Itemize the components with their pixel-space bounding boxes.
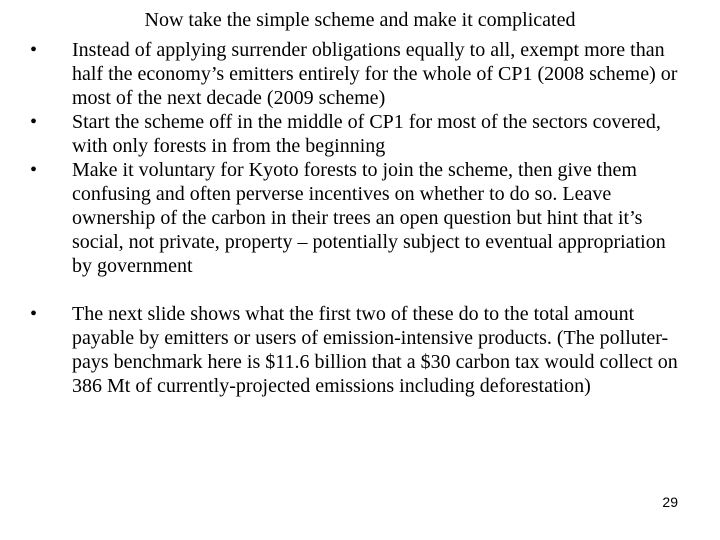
bullet-text: Instead of applying surrender obligations equally to all, exempt more than half the economy’s emitters entirely for the whole of CP1 (2008 scheme) or most of the next decade (2009 scheme) bbox=[72, 39, 678, 109]
bullet-text: Make it voluntary for Kyoto forests to join the scheme, then give them confusing and often perverse incentives on whether to do so. Leave ownership of the carbon in their trees an open question but hint that it’s social, not private, property – potentially subject to eventual appropriation by government bbox=[72, 159, 666, 277]
bullet-item bbox=[30, 302, 690, 398]
bullet-marker: • bbox=[30, 159, 38, 181]
bullet-marker: • bbox=[30, 303, 38, 325]
bullet-item bbox=[30, 38, 690, 110]
bullet-item bbox=[30, 110, 690, 158]
slide-title: Now take the simple scheme and make it complicated bbox=[144, 9, 576, 31]
bullet-item bbox=[30, 158, 690, 278]
bullet-marker: • bbox=[30, 111, 38, 133]
bullet-text: Start the scheme off in the middle of CP1 for most of the sectors covered, with only forests in from the beginning bbox=[72, 111, 661, 157]
bullet-marker: • bbox=[30, 39, 38, 61]
page-number: 29 bbox=[662, 494, 678, 510]
bullet-list bbox=[30, 38, 690, 398]
bullet-text: The next slide shows what the first two of these do to the total amount payable by emitters or users of emission-intensive products. (The polluter-pays benchmark here is $11.6 billion that a $30 carbon tax would collect on 386 Mt of currently-projected emissions including deforestation) bbox=[72, 303, 678, 397]
